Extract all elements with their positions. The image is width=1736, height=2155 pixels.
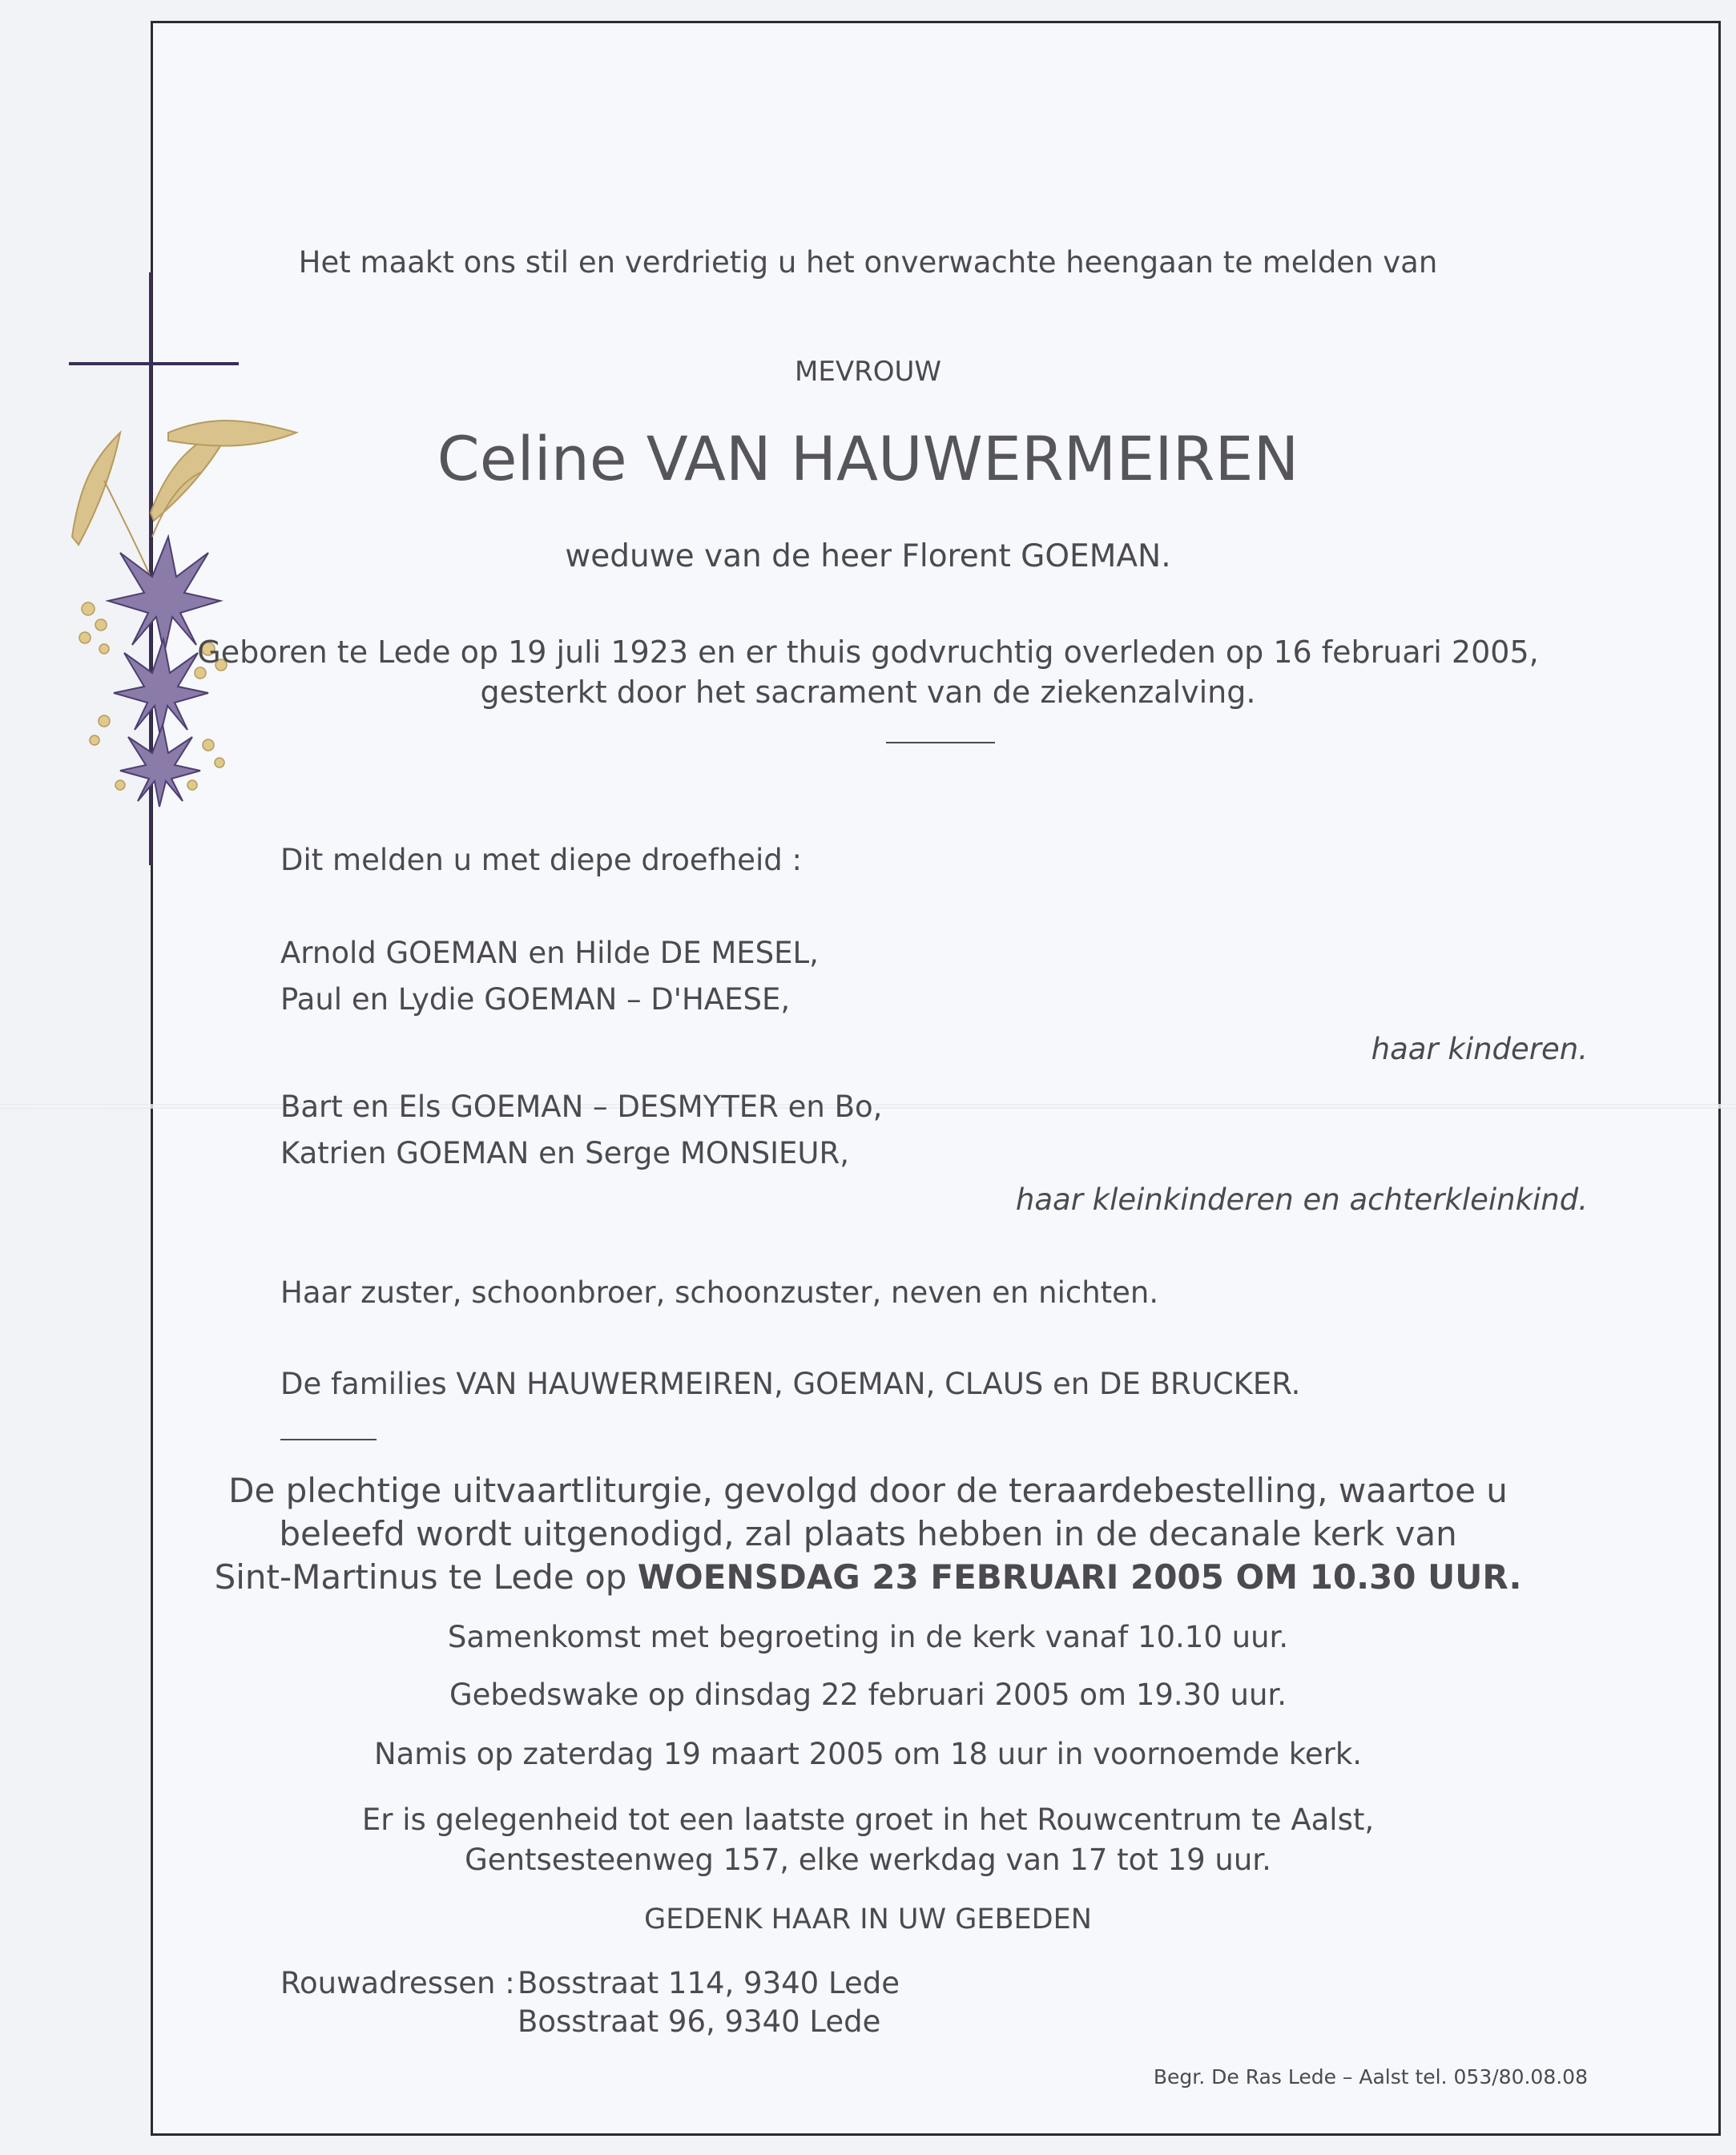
sacrament-line: gesterkt door het sacrament van de ziekenzalving. [480, 675, 1256, 710]
deceased-name: Celine VAN HAUWERMEIREN [437, 423, 1299, 494]
funeral-line-3 [0, 1557, 1736, 1597]
funeral-line-1: De plechtige uitvaartliturgie, gevolgd door de teraardebestelling, waartoe u [228, 1471, 1508, 1510]
birth-death-line: Geboren te Lede op 19 juli 1923 en er thuis godvruchtig overleden op 16 februari 2005, [197, 634, 1539, 670]
children-line-2: Paul en Lydie GOEMAN – D'HAESE, [280, 982, 791, 1017]
funeral-place: Sint-Martinus te Lede op [214, 1557, 638, 1597]
divider [280, 1439, 377, 1440]
farewell-line-2: Gentsesteenweg 157, elke werkdag van 17 tot 19 uur. [465, 1843, 1271, 1877]
children-line-1: Arnold GOEMAN en Hilde DE MESEL, [280, 936, 819, 970]
farewell-line-1: Er is gelegenheid tot een laatste groet in het Rouwcentrum te Aalst, [361, 1803, 1375, 1837]
grandchildren-role: haar kleinkinderen en achterkleinkind. [1015, 1182, 1588, 1217]
title-prefix: MEVROUW [795, 356, 941, 388]
grandchildren-line-2: Katrien GOEMAN en Serge MONSIEUR, [280, 1136, 849, 1170]
address-1: Bosstraat 114, 9340 Lede [518, 1966, 900, 2000]
intro-text: Het maakt ons stil en verdrietig u het onverwachte heengaan te melden van [298, 245, 1438, 280]
divider [886, 742, 995, 743]
announce-text: Dit melden u met diepe droefheid : [280, 843, 802, 877]
grandchildren-line-1: Bart en Els GOEMAN – DESMYTER en Bo, [280, 1090, 883, 1124]
prayer-line: GEDENK HAAR IN UW GEBEDEN [644, 1903, 1092, 1935]
children-role: haar kinderen. [1371, 1032, 1588, 1066]
gathering-line: Samenkomst met begroeting in de kerk vanaf 10.10 uur. [447, 1620, 1289, 1654]
undertaker-footer: Begr. De Ras Lede – Aalst tel. 053/80.08.08 [1153, 2065, 1588, 2089]
families-line: De families VAN HAUWERMEIREN, GOEMAN, CLAUS en DE BRUCKER. [280, 1367, 1301, 1401]
funeral-line-2: beleefd wordt uitgenodigd, zal plaats hebben in de decanale kerk van [279, 1514, 1457, 1553]
address-2: Bosstraat 96, 9340 Lede [518, 2004, 881, 2039]
spouse-line: weduwe van de heer Florent GOEMAN. [565, 538, 1171, 574]
vigil-line: Gebedswake op dinsdag 22 februari 2005 om 19.30 uur. [449, 1678, 1287, 1712]
funeral-datetime: WOENSDAG 23 FEBRUARI 2005 OM 10.30 UUR. [637, 1557, 1522, 1597]
mass-line: Namis op zaterdag 19 maart 2005 om 18 uur in voornoemde kerk. [373, 1737, 1363, 1771]
siblings-line: Haar zuster, schoonbroer, schoonzuster, neven en nichten. [280, 1275, 1159, 1310]
addresses-label: Rouwadressen : [280, 1966, 515, 2000]
